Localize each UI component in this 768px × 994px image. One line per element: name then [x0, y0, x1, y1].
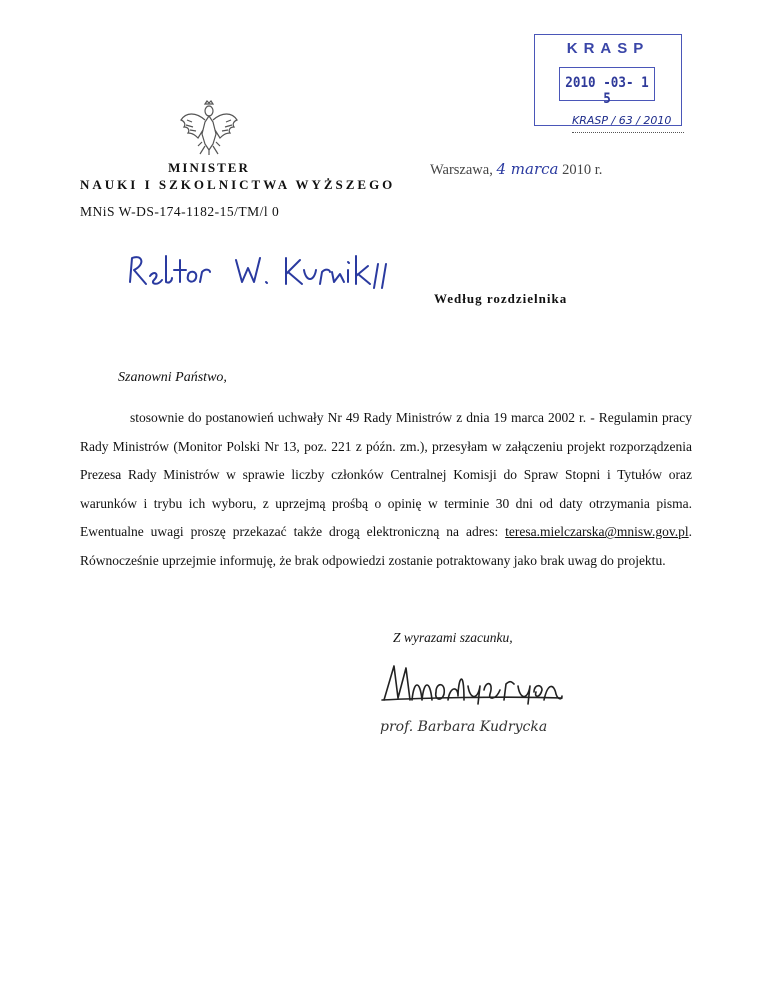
salutation: Szanowni Państwo,: [118, 370, 227, 385]
stamp-registration-number: [572, 112, 684, 133]
body-paragraph: [80, 404, 692, 576]
stamp-date: 2010 -03- 1 5: [565, 75, 649, 107]
closing: Z wyrazami szacunku,: [393, 630, 513, 645]
annotation-scribble: [124, 246, 394, 298]
place: Warszawa,: [430, 162, 493, 178]
email-link[interactable]: teresa.mielczarska@mnisw.gov.pl: [505, 524, 689, 540]
body-text-continued: . Równocześnie uprzejmie informuję, że brak odpowiedzi zostanie potraktowany jako brak uwag do projektu.: [80, 524, 693, 568]
ministry-title-line1: MINISTER: [168, 160, 250, 175]
handwritten-date: 4 marca: [496, 160, 559, 178]
signatory-name: prof. Barbara Kudrycka: [380, 719, 548, 735]
stamp-date-box: [559, 67, 655, 107]
stamp-title: KRASP: [566, 40, 650, 57]
recipients: Według rozdzielnika: [434, 291, 568, 306]
handwritten-signature: [380, 660, 564, 706]
ministry-title-line2: NAUKI I SZKOLNICTWA WYŻSZEGO: [80, 177, 396, 192]
letter-body: [80, 404, 692, 576]
signature-scribble: [380, 660, 564, 706]
registration-handwriting: [572, 112, 684, 128]
handwritten-annotation: [124, 246, 394, 298]
body-text: stosownie do postanowień uchwały Nr 49 Rady Ministrów z dnia 19 marca 2002 r. - Regulamin pracy Rady Ministrów (Monitor Polski Nr 13, poz. 221 z późn. zm.), przesyłam w załączeniu projekt rozporządzenia Prezesa Rady Ministrów w sprawie liczby członków Centralnej Komisji do Spraw Stopni i Tytułów oraz warunków i trybu ich wyboru, z uprzejmą prośbą o opinię w terminie 30 dni od daty otrzymania pisma. Ewentualne uwagi proszę przekazać także drogą elektroniczną na adres:: [80, 410, 692, 540]
place-and-date: [430, 160, 602, 179]
year: 2010 r.: [562, 162, 603, 178]
polish-eagle-icon: [178, 100, 240, 156]
registration-text: KRASP / 63 / 2010: [572, 114, 672, 127]
reference-number: MNiS W-DS-174-1182-15/TM/l 0: [80, 204, 280, 219]
